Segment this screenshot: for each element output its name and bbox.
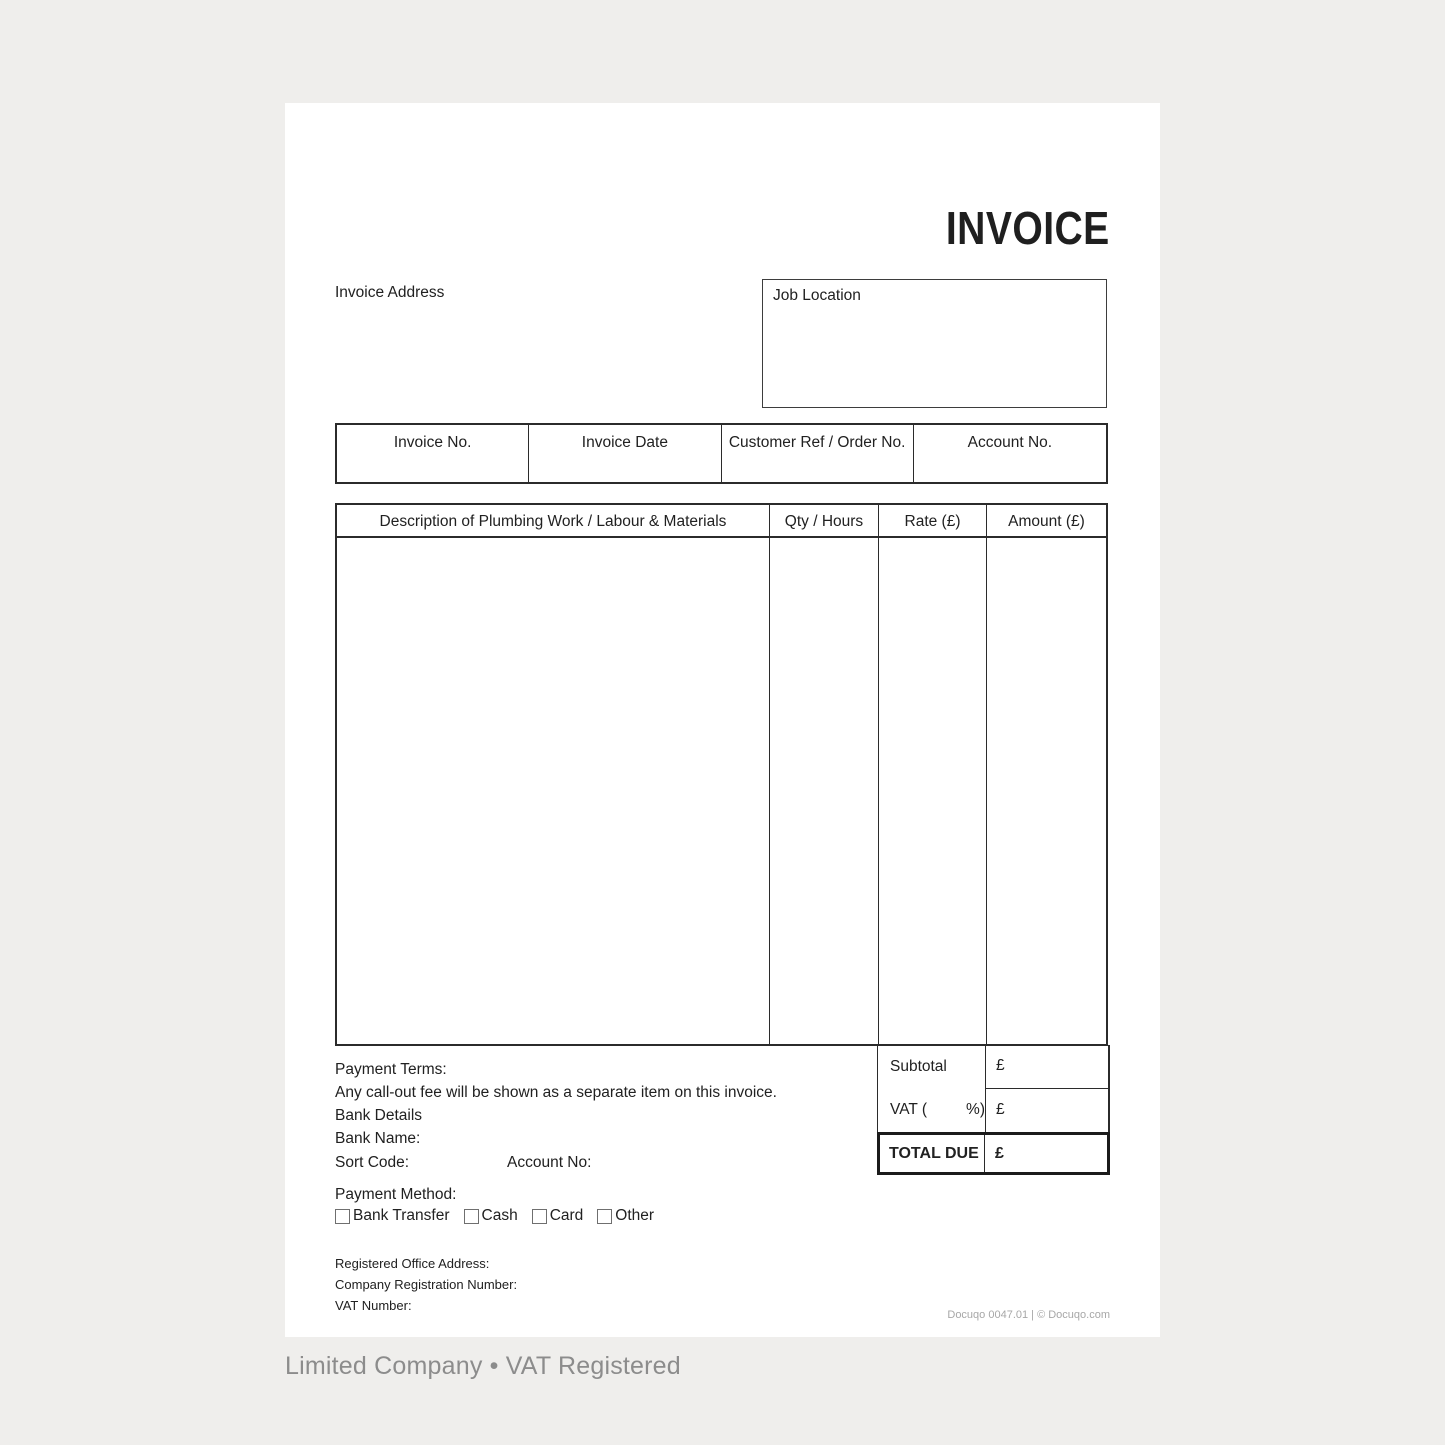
subtotal-currency: £ [996,1057,1005,1075]
invoice-date-header: Invoice Date [581,434,668,451]
sort-code-label: Sort Code: [335,1154,410,1171]
customer-ref-cell[interactable] [722,425,914,482]
customer-ref-header: Customer Ref / Order No. [728,434,906,451]
rate-column-header: Rate (£) [879,505,987,538]
bank-account-no-label: Account No: [507,1154,592,1171]
account-no-header: Account No. [967,434,1053,451]
payment-method-options [335,1207,654,1225]
other-checkbox[interactable] [597,1209,612,1224]
totals-table [877,1045,1110,1132]
method-card [532,1207,584,1225]
vat-amount-cell[interactable] [986,1089,1108,1133]
company-registration-label: Company Registration Number: [335,1277,518,1292]
account-no-cell[interactable] [914,425,1106,482]
total-due-currency: £ [995,1144,1004,1162]
invoice-no-cell[interactable] [337,425,529,482]
bank-transfer-checkbox[interactable] [335,1209,350,1224]
page-title: INVOICE [946,202,1110,254]
method-cash [464,1207,518,1225]
card-checkbox[interactable] [532,1209,547,1224]
bank-transfer-label: Bank Transfer [353,1207,450,1224]
invoice-page [285,103,1160,1337]
job-location-box[interactable] [762,279,1107,408]
other-label: Other [615,1207,655,1224]
subtotal-label: Subtotal [878,1045,986,1089]
registered-office-label: Registered Office Address: [335,1256,490,1271]
template-caption: Limited Company • VAT Registered [285,1352,681,1380]
invoice-date-cell[interactable] [529,425,721,482]
total-due-row [877,1132,1110,1175]
bank-details-label: Bank Details [335,1107,423,1124]
invoice-no-header: Invoice No. [393,434,472,451]
method-bank-transfer [335,1207,450,1225]
invoice-address-label: Invoice Address [335,284,445,301]
qty-hours-column-header: Qty / Hours [770,505,879,538]
bank-name-label: Bank Name: [335,1130,421,1147]
callout-fee-note: Any call-out fee will be shown as a separate item on this invoice. [335,1084,777,1101]
cash-checkbox[interactable] [464,1209,479,1224]
amount-column-body[interactable] [987,538,1106,1044]
job-location-label: Job Location [773,287,861,304]
cash-label: Cash [481,1207,518,1224]
total-due-amount-cell[interactable] [985,1135,1107,1172]
vat-label: VAT ( %) [878,1089,986,1133]
total-due-label: TOTAL DUE [880,1135,985,1172]
invoice-meta-table [335,423,1108,484]
vat-currency: £ [996,1101,1005,1119]
rate-column-body[interactable] [879,538,987,1044]
items-table [335,503,1108,1046]
method-other [597,1207,654,1225]
vat-number-label: VAT Number: [335,1298,412,1313]
sort-code-line [335,1153,735,1173]
subtotal-amount-cell[interactable] [986,1045,1108,1089]
payment-terms-label: Payment Terms: [335,1061,447,1078]
qty-hours-column-body[interactable] [770,538,879,1044]
card-label: Card [549,1207,584,1224]
description-column-header: Description of Plumbing Work / Labour & Materials [337,505,770,538]
payment-method-label: Payment Method: [335,1186,457,1203]
document-reference: Docuqo 0047.01 | © Docuqo.com [947,1309,1110,1321]
description-column-body[interactable] [337,538,770,1044]
amount-column-header: Amount (£) [987,505,1106,538]
